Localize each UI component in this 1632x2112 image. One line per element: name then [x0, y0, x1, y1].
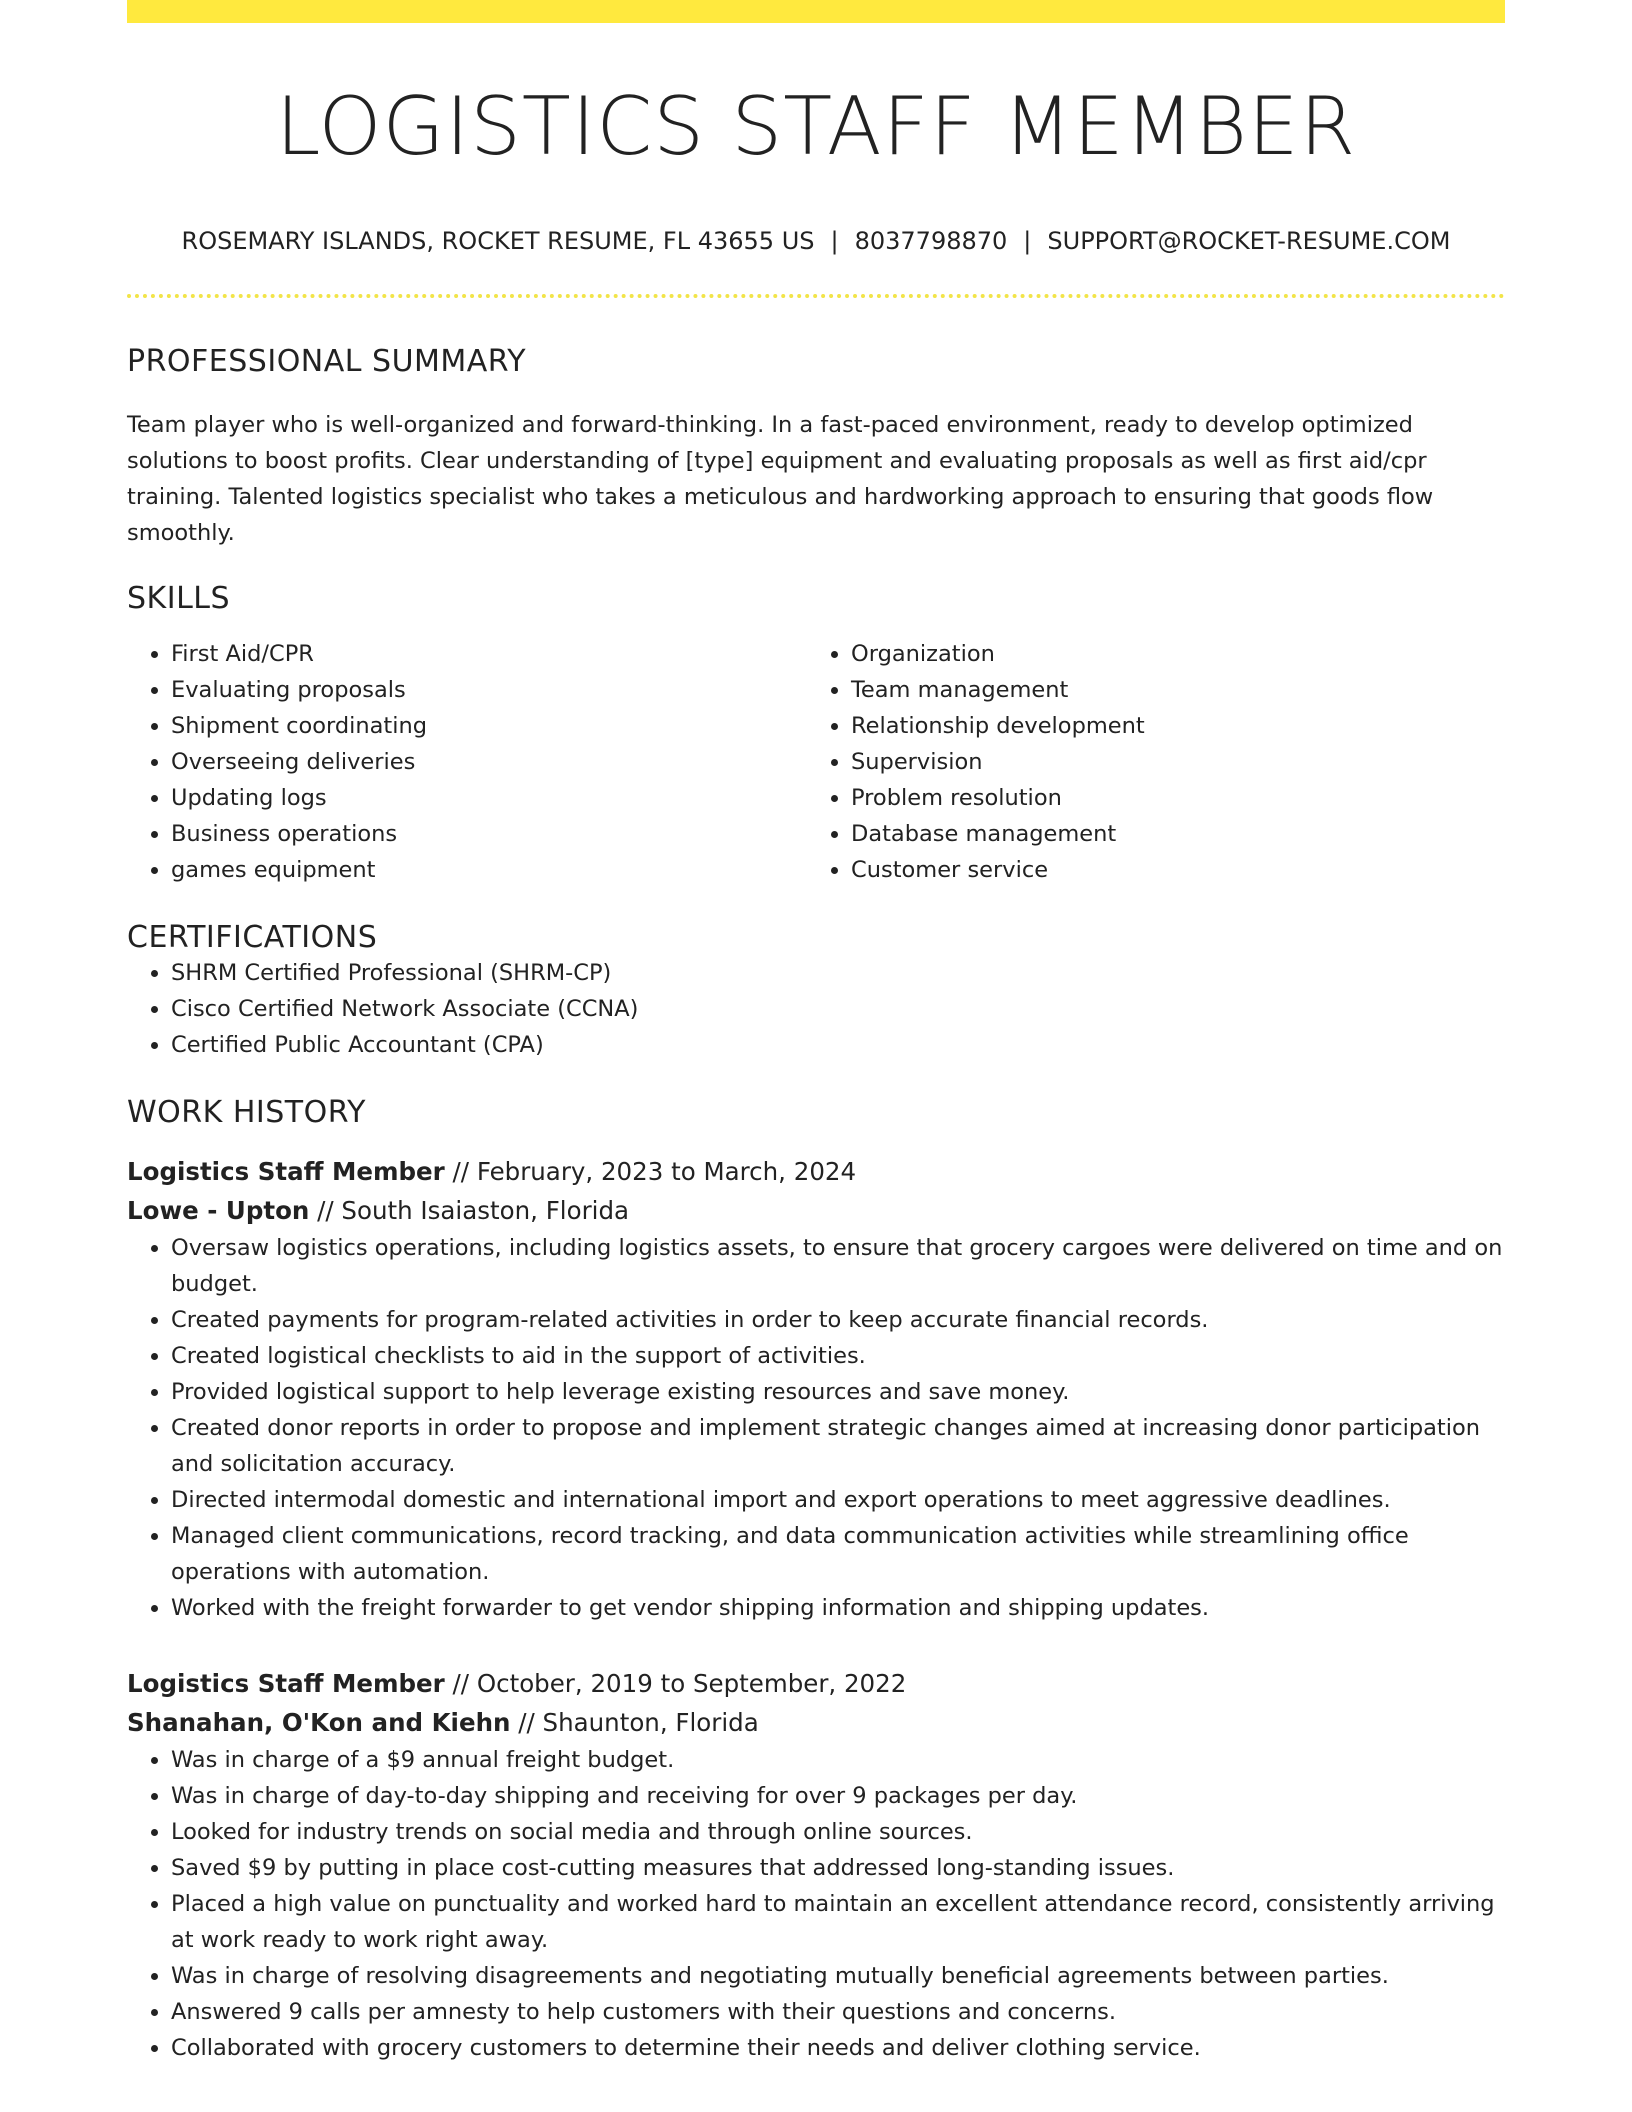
skill-item: • Updating logs — [171, 780, 807, 816]
job-company-line — [127, 1703, 1505, 1742]
job-duties-list — [127, 1230, 1505, 1626]
job-duty: • Created payments for program-related activities in order to keep accurate financial records. — [171, 1302, 1505, 1338]
job-duty: • Placed a high value on punctuality and worked hard to maintain an excellent attendance record, consistently arriving at work ready to work right away. — [171, 1886, 1505, 1958]
job-duty: • Was in charge of day-to-day shipping and receiving for over 9 packages per day. — [171, 1778, 1505, 1814]
job-duty: • Answered 9 calls per amnesty to help customers with their questions and concerns. — [171, 1994, 1505, 2030]
skill-item: • Organization — [851, 636, 1487, 672]
job-entry — [127, 1664, 1505, 2066]
contact-line — [127, 227, 1505, 256]
job-dates: // February, 2023 to March, 2024 — [452, 1156, 857, 1186]
skill-item: • Problem resolution — [851, 780, 1487, 816]
top-accent-bar — [127, 0, 1505, 23]
skill-item: • Team management — [851, 672, 1487, 708]
dotted-divider — [127, 294, 1505, 298]
contact-address: ROSEMARY ISLANDS, ROCKET RESUME, FL 43655 US — [181, 227, 815, 255]
skill-item: • Supervision — [851, 744, 1487, 780]
resume-title: LOGISTICS STAFF MEMBER — [275, 80, 1357, 173]
skills-grid — [127, 636, 1505, 888]
job-duty: • Was in charge of a $9 annual freight budget. — [171, 1742, 1505, 1778]
job-company: Lowe - Upton — [127, 1195, 310, 1225]
job-duty: • Created donor reports in order to propose and implement strategic changes aimed at increasing donor participation and solicitation accuracy. — [171, 1410, 1505, 1482]
job-duty: • Was in charge of resolving disagreements and negotiating mutually beneficial agreements between parties. — [171, 1958, 1505, 1994]
skills-list-right — [807, 636, 1487, 888]
contact-phone: 8037798870 — [854, 227, 1008, 255]
job-role: Logistics Staff Member — [127, 1668, 445, 1698]
certification-item: • Certified Public Accountant (CPA) — [171, 1027, 1505, 1063]
job-duty: • Worked with the freight forwarder to get vendor shipping information and shipping updates. — [171, 1590, 1505, 1626]
job-duty: • Directed intermodal domestic and international import and export operations to meet aggressive deadlines. — [171, 1482, 1505, 1518]
skill-item: • Overseeing deliveries — [171, 744, 807, 780]
job-duty: • Oversaw logistics operations, including logistics assets, to ensure that grocery cargoes were delivered on time and on budget. — [171, 1230, 1505, 1302]
job-role-line — [127, 1664, 1505, 1703]
job-entry — [127, 1152, 1505, 1626]
job-dates: // October, 2019 to September, 2022 — [452, 1668, 907, 1698]
certifications-list — [127, 955, 1505, 1063]
job-duties-list — [127, 1742, 1505, 2066]
contact-separator: | — [1023, 227, 1032, 255]
skill-item: • Evaluating proposals — [171, 672, 807, 708]
job-company-line — [127, 1191, 1505, 1230]
skills-heading: SKILLS — [127, 580, 231, 616]
skills-column-right — [807, 636, 1487, 888]
skill-item: • Business operations — [171, 816, 807, 852]
certification-item: • Cisco Certified Network Associate (CCNA) — [171, 991, 1505, 1027]
skill-item: • games equipment — [171, 852, 807, 888]
job-duty: • Created logistical checklists to aid in the support of activities. — [171, 1338, 1505, 1374]
summary-heading: PROFESSIONAL SUMMARY — [127, 343, 527, 379]
job-role-line — [127, 1152, 1505, 1191]
skill-item: • Database management — [851, 816, 1487, 852]
job-location: // Shaunton, Florida — [518, 1707, 759, 1737]
skill-item: • Relationship development — [851, 708, 1487, 744]
job-duty: • Provided logistical support to help leverage existing resources and save money. — [171, 1374, 1505, 1410]
job-duty: • Looked for industry trends on social media and through online sources. — [171, 1814, 1505, 1850]
job-company: Shanahan, O'Kon and Kiehn — [127, 1707, 511, 1737]
resume-page — [127, 0, 1505, 2066]
job-location: // South Isaiaston, Florida — [317, 1195, 630, 1225]
contact-separator: | — [830, 227, 839, 255]
job-duty: • Saved $9 by putting in place cost-cutting measures that addressed long-standing issues. — [171, 1850, 1505, 1886]
job-duty: • Collaborated with grocery customers to determine their needs and deliver clothing service. — [171, 2030, 1505, 2066]
certifications-heading: CERTIFICATIONS — [127, 919, 378, 955]
certification-item: • SHRM Certified Professional (SHRM-CP) — [171, 955, 1505, 991]
contact-email: SUPPORT@ROCKET-RESUME.COM — [1047, 227, 1451, 255]
job-role: Logistics Staff Member — [127, 1156, 445, 1186]
skill-item: • First Aid/CPR — [171, 636, 807, 672]
work-history-heading: WORK HISTORY — [127, 1094, 366, 1130]
job-duty: • Managed client communications, record tracking, and data communication activities while streamlining office operations with automation. — [171, 1518, 1505, 1590]
skill-item: • Customer service — [851, 852, 1487, 888]
skills-list-left — [127, 636, 807, 888]
summary-text: Team player who is well-organized and forward-thinking. In a fast-paced environment, ready to develop optimized solutions to boost profits. Clear understanding of [type] equipment and evaluating proposals as well as first aid/cpr training. Talented logistics specialist who takes a meticulous and hardworking approach to ensuring that goods flow smoothly. — [127, 411, 1434, 546]
skills-column-left — [127, 636, 807, 888]
skill-item: • Shipment coordinating — [171, 708, 807, 744]
